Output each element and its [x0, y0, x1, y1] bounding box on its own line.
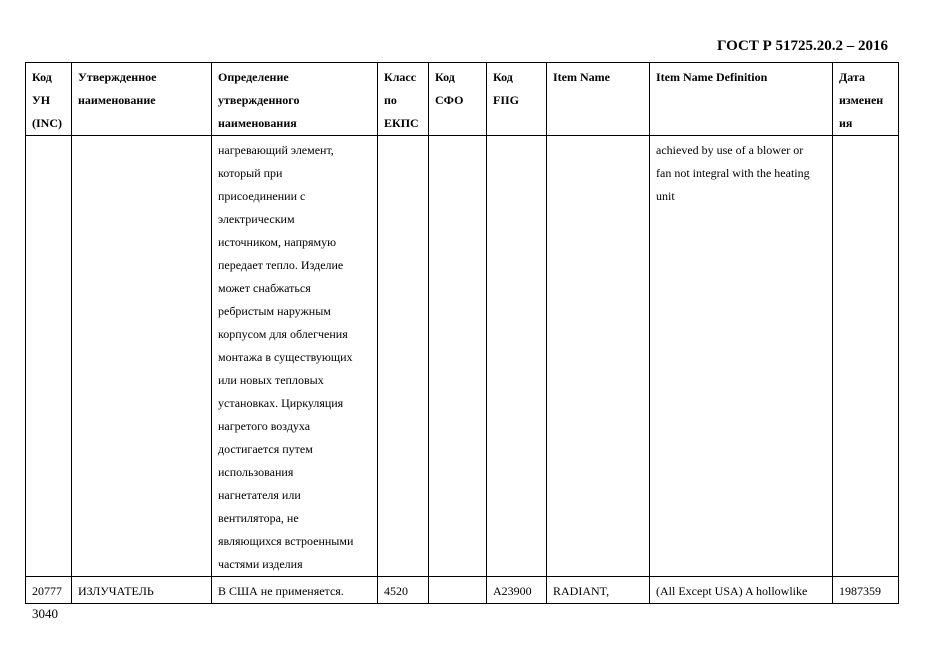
text-line: achieved by use of a blower or — [656, 143, 804, 157]
column-header-line: ЕКПС — [384, 116, 419, 130]
text-line: fan not integral with the heating — [656, 166, 810, 180]
cell-ekps-class — [378, 136, 429, 577]
cell-item-name — [547, 136, 650, 577]
table-header-row — [26, 63, 899, 136]
column-header-line: утвержденного — [218, 93, 300, 107]
page-number: 3040 — [32, 606, 58, 621]
cell-code-un — [26, 136, 72, 577]
text-line: присоединении с — [218, 189, 306, 203]
column-header-line: наименования — [218, 116, 297, 130]
column-header-sfo-code — [429, 63, 487, 136]
text-line: монтажа в существующих — [218, 350, 353, 364]
text-line: может снабжаться — [218, 281, 311, 295]
document-standard-header: ГОСТ Р 51725.20.2 – 2016 — [716, 38, 888, 54]
cell-definition: В США не применяется. — [212, 577, 378, 604]
column-header-change-date — [833, 63, 899, 136]
column-header-approved-name — [72, 63, 212, 136]
cell-fiig-code: A23900 — [487, 577, 547, 604]
column-header-line: ия — [839, 116, 853, 130]
nomenclature-table — [25, 62, 899, 604]
text-line: источником, напрямую — [218, 235, 337, 249]
text-line: нагнетателя или — [218, 488, 301, 502]
column-header-item-name-def — [650, 63, 833, 136]
column-header-line: Код — [493, 70, 513, 84]
text-line: электрическим — [218, 212, 295, 226]
column-header-line: Код — [435, 70, 455, 84]
cell-sfo-code — [429, 136, 487, 577]
cell-sfo-code — [429, 577, 487, 604]
column-header-line: УН — [32, 93, 51, 107]
column-header-ekps-class — [378, 63, 429, 136]
column-header-line: СФО — [435, 93, 464, 107]
column-header-item-name — [547, 63, 650, 136]
text-line: нагретого воздуха — [218, 419, 311, 433]
text-line: корпусом для облегчения — [218, 327, 348, 341]
text-line: или новых тепловых — [218, 373, 324, 387]
cell-code-un: 20777 — [26, 577, 72, 604]
text-line: достигается путем — [218, 442, 313, 456]
column-header-line: Item Name Definition — [656, 70, 768, 84]
column-header-line: Дата — [839, 70, 865, 84]
cell-item-name-definition: (All Except USA) A hollowlike — [650, 577, 833, 604]
column-header-line: Определение — [218, 70, 289, 84]
cell-approved-name — [72, 136, 212, 577]
text-line: вентилятора, не — [218, 511, 299, 525]
column-header-fiig-code — [487, 63, 547, 136]
column-header-line: Item Name — [553, 70, 610, 84]
text-line: использования — [218, 465, 294, 479]
text-line: являющихся встроенными — [218, 534, 354, 548]
column-header-line: по — [384, 93, 397, 107]
text-line: unit — [656, 189, 675, 203]
cell-approved-name: ИЗЛУЧАТЕЛЬ — [72, 577, 212, 604]
column-header-line: изменен — [839, 93, 884, 107]
text-line: нагревающий элемент, — [218, 143, 334, 157]
cell-item-name-definition — [650, 136, 833, 577]
column-header-line: Утвержденное — [78, 70, 157, 84]
column-header-line: наименование — [78, 93, 156, 107]
column-header-line: Код — [32, 70, 52, 84]
text-line: ребристым наружным — [218, 304, 331, 318]
cell-fiig-code — [487, 136, 547, 577]
cell-definition — [212, 136, 378, 577]
cell-change-date: 1987359 — [833, 577, 899, 604]
column-header-line: Класс — [384, 70, 417, 84]
cell-ekps-class: 4520 — [378, 577, 429, 604]
column-header-code-un — [26, 63, 72, 136]
table-row-20777 — [26, 577, 899, 604]
column-header-definition — [212, 63, 378, 136]
table-row-continuation — [26, 136, 899, 577]
column-header-line: (INC) — [32, 116, 62, 130]
cell-item-name: RADIANT, — [547, 577, 650, 604]
text-line: частями изделия — [218, 557, 303, 571]
text-line: установках. Циркуляция — [218, 396, 344, 410]
cell-change-date — [833, 136, 899, 577]
text-line: передает тепло. Изделие — [218, 258, 344, 272]
text-line: который при — [218, 166, 283, 180]
column-header-line: FIIG — [493, 93, 520, 107]
